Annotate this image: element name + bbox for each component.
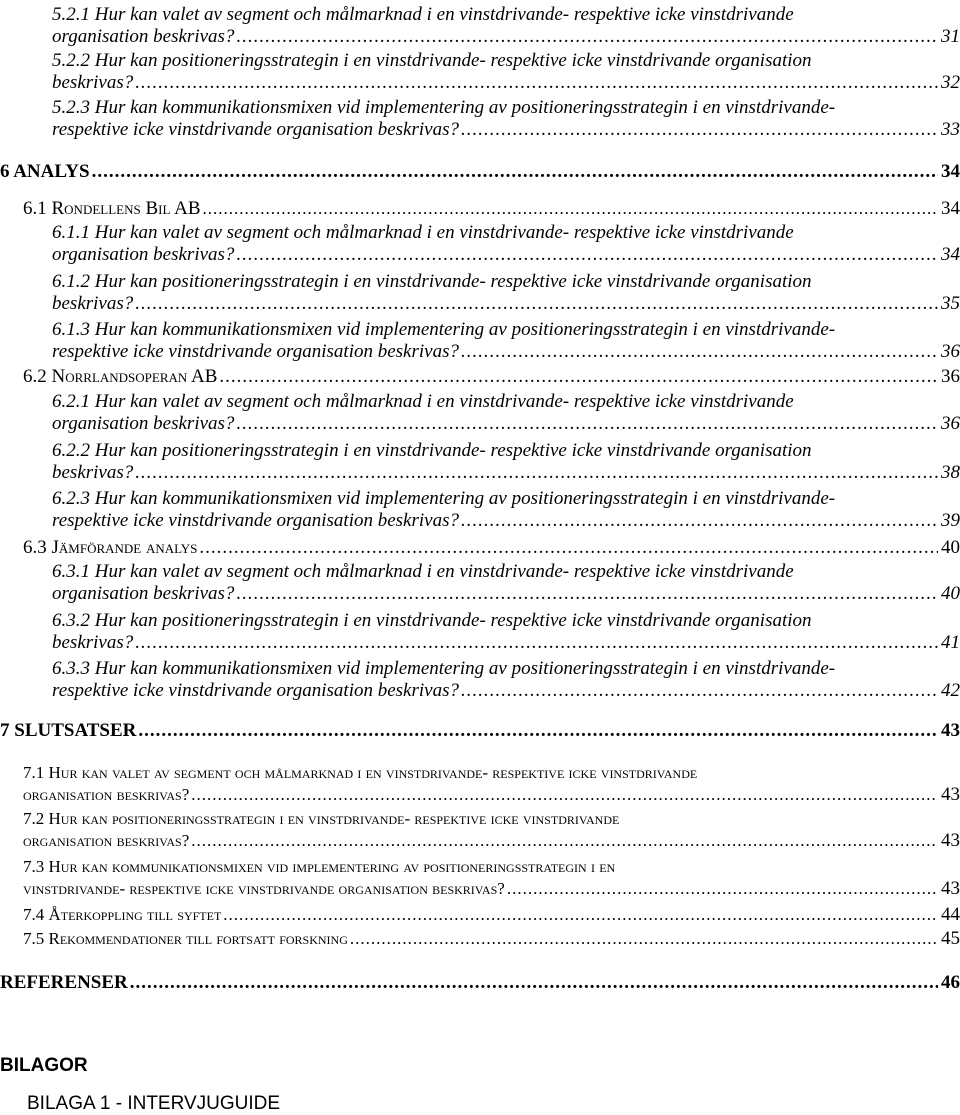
page-number: 36 [941,366,960,387]
toc-entry-6-analys[interactable] [0,161,960,183]
toc-entry-6-1-2[interactable] [52,271,960,315]
leader-dots [350,928,938,950]
page-number: 35 [941,293,960,314]
leader-dots [191,784,938,806]
toc-entry-6-2-3[interactable] [52,488,960,532]
toc-line: organisation beskrivas? [52,413,235,434]
page-number: 32 [941,72,960,93]
page-number: 38 [941,462,960,483]
toc-entry-5-2-1[interactable] [52,4,960,48]
toc-line: 6.1.1 Hur kan valet av segment och målmarknad i en vinstdrivande- respektive icke vinstdrivande [52,222,794,243]
leader-dots [461,680,938,702]
toc-entry-6-3[interactable] [23,537,960,559]
toc-entry-referenser[interactable] [0,972,960,994]
toc-line: organisation beskrivas? [52,583,235,604]
toc-line: 6.1.2 Hur kan positioneringsstrategin i en vinstdrivande- respektive icke vinstdrivande organisation [52,271,812,292]
leader-dots [135,293,938,315]
toc-line: respektive icke vinstdrivande organisation beskrivas? [52,119,459,140]
leader-dots [461,119,938,141]
page-number: 34 [941,244,960,265]
toc-line: 6.2.2 Hur kan positioneringsstrategin i en vinstdrivande- respektive icke vinstdrivande organisation [52,440,812,461]
toc-line: 6.3.3 Hur kan kommunikationsmixen vid implementering av positioneringsstrategin i en vinstdrivande- [52,658,836,679]
leader-dots [236,583,938,605]
leader-dots [236,244,938,266]
leader-dots [236,413,938,435]
leader-dots [138,720,938,742]
page-number: 43 [941,878,960,899]
toc-entry-7-1[interactable] [23,762,960,806]
toc-entry-6-1[interactable] [23,198,960,220]
toc-entry-7-3[interactable] [23,856,960,900]
toc-entry-6-3-1[interactable] [52,561,960,605]
page-number: 43 [941,784,960,805]
page-number: 36 [941,341,960,362]
toc-entry-6-1-3[interactable] [52,319,960,363]
leader-dots [236,26,938,48]
page-number: 34 [941,198,960,219]
toc-line: REFERENSER [0,972,128,993]
toc-line: 6.3.2 Hur kan positioneringsstrategin i en vinstdrivande- respektive icke vinstdrivande organisation [52,610,812,631]
page-number: 46 [941,972,960,993]
toc-line: organisation beskrivas? [23,785,190,804]
toc-line: 7.4 Återkoppling till syftet [23,905,222,924]
leader-dots [203,198,938,220]
toc-line: respektive icke vinstdrivande organisation beskrivas? [52,680,459,701]
page-number: 41 [941,632,960,653]
page-number: 40 [941,537,960,558]
toc-line: 6.1 Rondellens Bil AB [23,198,201,219]
toc-entry-6-2-2[interactable] [52,440,960,484]
page-number: 36 [941,413,960,434]
toc-entry-6-1-1[interactable] [52,222,960,266]
toc-line: 5.2.1 Hur kan valet av segment och målmarknad i en vinstdrivande- respektive icke vinstdrivande [52,4,794,25]
toc-entry-6-2-1[interactable] [52,391,960,435]
page-number: 31 [941,26,960,47]
leader-dots [461,510,938,532]
leader-dots [92,161,938,183]
leader-dots [130,972,938,994]
toc-line: organisation beskrivas? [23,831,190,850]
page-number: 43 [941,720,960,741]
toc-line: 7.5 Rekommendationer till fortsatt forskning [23,929,348,948]
leader-dots [507,878,938,900]
toc-entry-7-5[interactable] [23,928,960,950]
page-number: 44 [941,904,960,925]
bilaga-1-link[interactable]: BILAGA 1 - INTERVJUGUIDE [27,1093,281,1114]
leader-dots [223,904,938,926]
page-number: 42 [941,680,960,701]
toc-line: 7.3 Hur kan kommunikationsmixen vid implementering av positioneringsstrategin i en [23,857,616,876]
toc-line: 6.2 Norrlandsoperan AB [23,366,218,387]
toc-entry-7-2[interactable] [23,808,960,852]
toc-line: organisation beskrivas? [52,26,235,47]
toc-entry-7-4[interactable] [23,904,960,926]
toc-line: 6.3.1 Hur kan valet av segment och målmarknad i en vinstdrivande- respektive icke vinstdrivande [52,561,794,582]
toc-line: respektive icke vinstdrivande organisation beskrivas? [52,510,459,531]
toc-entry-6-2[interactable] [23,366,960,388]
leader-dots [135,632,938,654]
leader-dots [191,830,938,852]
leader-dots [199,537,938,559]
toc-entry-6-3-3[interactable] [52,658,960,702]
page-number: 40 [941,583,960,604]
leader-dots [135,72,938,94]
toc-line: beskrivas? [52,632,134,653]
toc-line: 5.2.2 Hur kan positioneringsstrategin i en vinstdrivande- respektive icke vinstdrivande organisation [52,50,812,71]
toc-entry-5-2-2[interactable] [52,50,960,94]
leader-dots [135,462,938,484]
toc-line: beskrivas? [52,462,134,483]
toc-line: beskrivas? [52,72,134,93]
toc-line: 7.2 Hur kan positioneringsstrategin i en vinstdrivande- respektive icke vinstdrivande [23,809,620,828]
leader-dots [219,366,938,388]
page-number: 45 [941,928,960,949]
toc-line: organisation beskrivas? [52,244,235,265]
toc-line: 5.2.3 Hur kan kommunikationsmixen vid implementering av positioneringsstrategin i en vinstdrivande- [52,97,836,118]
toc-line: 7.1 Hur kan valet av segment och målmarknad i en vinstdrivande- respektive icke vinstdrivande [23,763,698,782]
page-number: 34 [941,161,960,182]
toc-line: vinstdrivande- respektive icke vinstdrivande organisation beskrivas? [23,879,505,898]
toc-entry-7-slutsatser[interactable] [0,720,960,742]
toc-line: 6.2.1 Hur kan valet av segment och målmarknad i en vinstdrivande- respektive icke vinstdrivande [52,391,794,412]
bilagor-heading: BILAGOR [0,1055,88,1076]
toc-line: beskrivas? [52,293,134,314]
page-number: 33 [941,119,960,140]
toc-line: 6.1.3 Hur kan kommunikationsmixen vid implementering av positioneringsstrategin i en vinstdrivande- [52,319,836,340]
page-number: 43 [941,830,960,851]
leader-dots [461,341,938,363]
page-number: 39 [941,510,960,531]
toc-line: 6.3 Jämförande analys [23,537,198,558]
toc-line: 6.2.3 Hur kan kommunikationsmixen vid implementering av positioneringsstrategin i en vinstdrivande- [52,488,836,509]
toc-entry-5-2-3[interactable] [52,97,960,141]
toc-line: 7 SLUTSATSER [0,720,137,741]
toc-entry-6-3-2[interactable] [52,610,960,654]
toc-line: 6 ANALYS [0,161,90,182]
toc-line: respektive icke vinstdrivande organisation beskrivas? [52,341,459,362]
